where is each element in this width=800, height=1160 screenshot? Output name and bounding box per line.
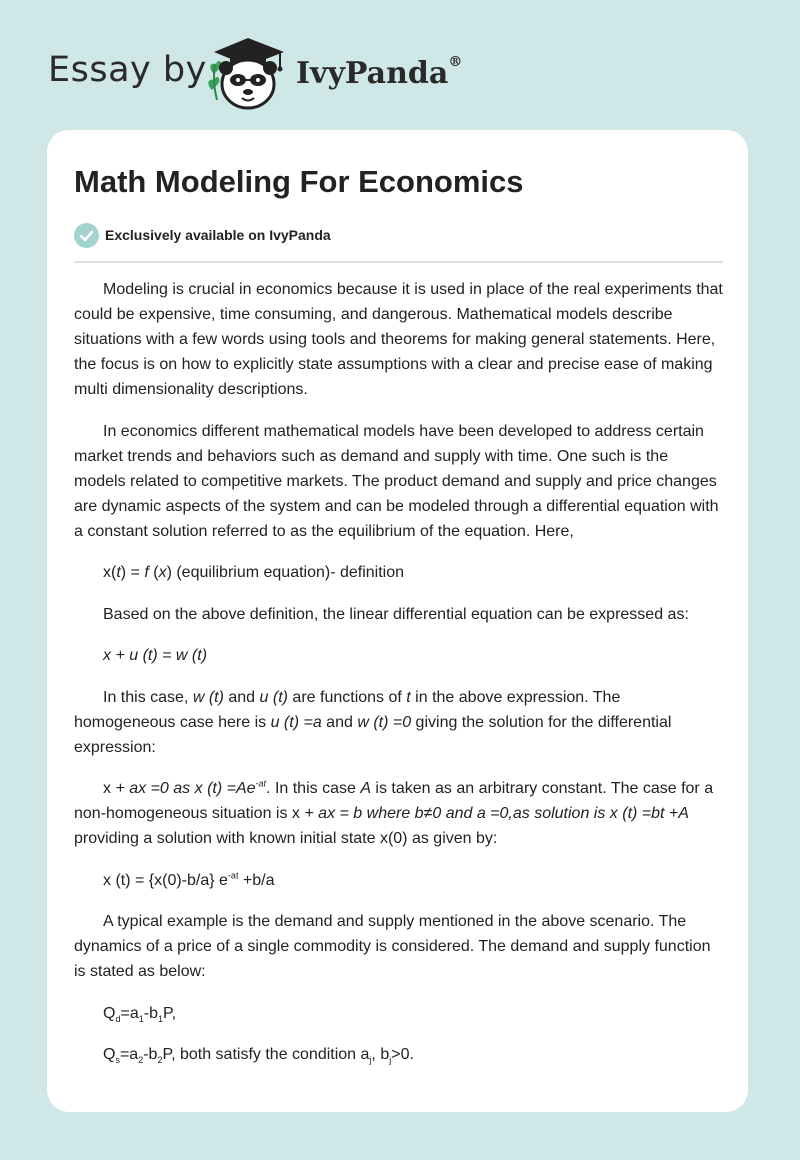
ivypanda-logo-icon[interactable] <box>200 34 296 110</box>
brand-name[interactable] <box>296 56 462 91</box>
equation-linear: x + u (t) = w (t) <box>103 647 208 664</box>
equation-demand: $Q_d=a_1-b_1P$, <box>103 1004 177 1024</box>
paragraph-2: In economics different mathematical models have been developed to address certain market trends and behaviors such as demand and supply with time. One such is the models related to competitive markets. The product demand and supply and price changes are dynamic aspects of the system and can be modeled through a differential equation with a constant solution referred to as the equilibrium of the equation. Here, <box>74 422 719 540</box>
badge-text: Exclusively available on IvyPanda <box>105 227 331 243</box>
essay-card <box>47 130 748 1112</box>
equation-supply: $Q_s=a_2-b_2P$, both satisfy the condition $a_j$, $b_j>0$. <box>103 1046 414 1066</box>
exclusive-badge <box>74 222 331 248</box>
paragraph-1: Modeling is crucial in economics because it is used in place of the real experiments that could be expensive, time consuming, and dangerous. Mathematical models describe situations with a few words using tools and theorems for making general statements. Here, the focus is on how to explicitly state assumptions with a clear and precise ease of making multi dimensionality descriptions. <box>74 281 723 398</box>
site-header <box>0 0 800 120</box>
equation-equilibrium: x(t) = f (x) (equilibrium equation)- definition <box>103 564 405 581</box>
equation-solution: x (t) = {x(0)-b/a} $e^{-at} +b/a$ <box>103 870 275 889</box>
paragraph-3: Based on the above definition, the linear differential equation can be expressed as: <box>103 605 689 623</box>
paragraph-6: A typical example is the demand and supply mentioned in the above scenario. The dynamics of a price of a single commodity is considered. The demand and supply function is stated as below: <box>74 913 711 980</box>
essay-by-label: Essay by <box>48 50 207 90</box>
paragraph-5: x + ax =0 as x $(t) =Ae^{-at}$. In this case A is taken as an arbitrary constant. The case for a non-homogeneous situation is x + ax = b where b≠0 and a =0,as solution is x (t) =bt +A providing a solution with known initial state x(0) as given by: <box>74 778 714 847</box>
paragraph-4: In this case, w (t) and u (t) are functions of t in the above expression. The homogeneous case here is u (t) =a and w (t) =0 giving the solution for the differential expression: <box>74 688 672 756</box>
page-title: Math Modeling For Economics <box>74 164 524 199</box>
check-circle-icon <box>74 223 99 248</box>
registered-mark: ® <box>448 54 463 70</box>
divider <box>74 261 723 263</box>
brand-name-text: IvyPanda <box>296 56 449 91</box>
article-body <box>74 277 724 1084</box>
